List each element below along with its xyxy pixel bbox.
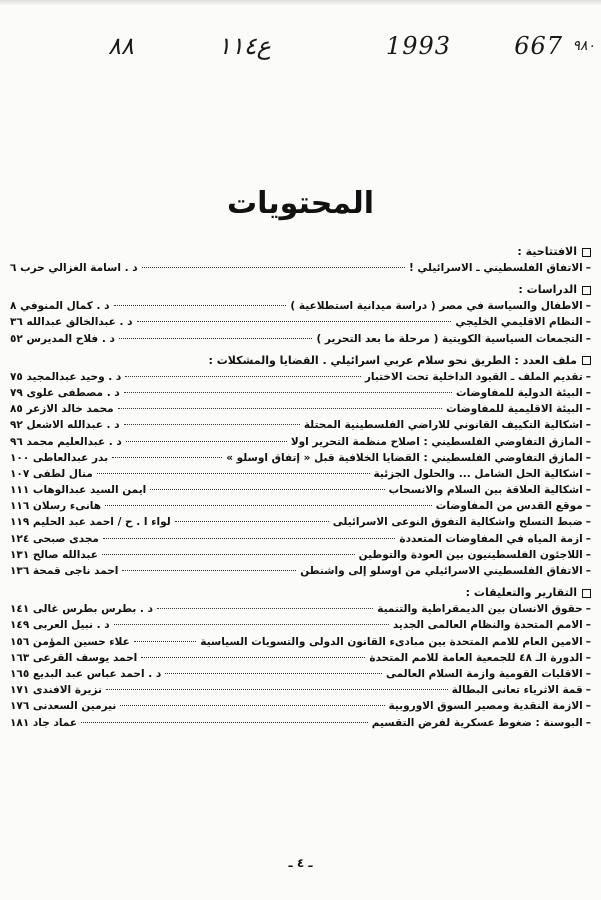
entry-dash: – bbox=[585, 435, 591, 448]
entry-author-page: احمد ناجى قمحة ١٣٦ bbox=[10, 565, 119, 577]
entry-dash: – bbox=[585, 532, 591, 545]
entry-author-page: د . مصطفى علوى ٧٩ bbox=[10, 386, 120, 399]
entry-author-page: د . اسامة الغزالي حرب ٦ bbox=[10, 262, 138, 274]
entry-title: اشكالية التكييف القانوني للاراضي الفلسطينية المحتلة bbox=[303, 419, 583, 432]
entry-author-page: مجدى صبحى ١٢٤ bbox=[10, 532, 99, 545]
dot-leader bbox=[114, 624, 389, 625]
toc-entry bbox=[10, 498, 591, 514]
toc-entry bbox=[10, 385, 591, 401]
dot-leader bbox=[97, 473, 370, 474]
entry-dash: – bbox=[585, 716, 591, 729]
dot-leader bbox=[124, 392, 452, 393]
section-heading bbox=[10, 353, 591, 369]
toc-entry bbox=[10, 531, 591, 547]
entry-title: الدورة الـ ٤٨ للجمعية العامة للامم المتحدة bbox=[369, 651, 583, 664]
dot-leader bbox=[124, 424, 300, 425]
entry-author-page: محمد خالد الازعر ٨٥ bbox=[10, 403, 114, 416]
section-heading bbox=[10, 282, 591, 298]
entry-dash: – bbox=[585, 684, 591, 697]
dot-leader bbox=[119, 338, 313, 339]
toc-entry bbox=[10, 260, 591, 276]
section-heading-text: الدراسات : bbox=[518, 283, 577, 297]
toc-entry bbox=[10, 601, 591, 617]
entry-author-page: عماد جاد ١٨١ bbox=[10, 716, 77, 729]
toc-entry bbox=[10, 434, 591, 450]
dot-leader bbox=[175, 521, 329, 522]
entry-title: اللاجئون الفلسطينيون بين العودة والتوطين bbox=[358, 548, 583, 561]
entry-title: اشكالية العلاقة بين السلام والانسحاب bbox=[388, 484, 583, 497]
entry-dash: – bbox=[585, 500, 591, 513]
toc-entry bbox=[10, 298, 591, 314]
toc-entry bbox=[10, 682, 591, 698]
toc-section bbox=[10, 282, 591, 347]
toc-entry bbox=[10, 417, 591, 433]
entry-title: اشكالية الحل الشامل ... والحلول الجزئية bbox=[373, 467, 583, 480]
toc-entry bbox=[10, 715, 591, 731]
dot-leader bbox=[102, 554, 355, 555]
page-title: المحتويات bbox=[226, 186, 374, 221]
entry-dash: – bbox=[585, 262, 591, 274]
dot-leader bbox=[126, 441, 287, 442]
toc-entry bbox=[10, 547, 591, 563]
entry-title: قمة الاثرياء تعانى البطالة bbox=[451, 684, 583, 697]
toc-entry bbox=[10, 369, 591, 385]
dot-leader bbox=[120, 705, 384, 706]
handwritten-note: 667 bbox=[514, 32, 563, 60]
bullet-box-icon bbox=[582, 248, 591, 257]
entry-dash: – bbox=[585, 548, 591, 561]
section-heading-text: ملف العدد : الطريق نحو سلام عربي اسرائيلي . القضايا والمشكلات : bbox=[208, 353, 577, 367]
dot-leader bbox=[141, 657, 365, 658]
entry-title: البوسنة : ضغوط عسكرية لفرض التقسيم bbox=[371, 716, 583, 729]
dot-leader bbox=[112, 457, 222, 458]
toc-section bbox=[10, 244, 591, 276]
entry-title: ضبط التسلح واشكالية التفوق النوعى الاسرائيلى bbox=[332, 516, 583, 529]
entry-title: الاقليات القومية وازمة السلام العالمى bbox=[385, 667, 583, 680]
toc-entry bbox=[10, 666, 591, 682]
section-heading bbox=[10, 585, 591, 601]
entry-author-page: علاء حسين المؤمن ١٥٦ bbox=[10, 635, 130, 648]
entry-title: موقع القدس من المفاوضات bbox=[435, 500, 583, 513]
toc-section bbox=[10, 585, 591, 731]
entry-dash: – bbox=[585, 419, 591, 432]
entry-dash: – bbox=[585, 370, 591, 383]
toc-entry bbox=[10, 650, 591, 666]
entry-author-page: د . كمال المنوفي ٨ bbox=[10, 300, 110, 313]
dot-leader bbox=[137, 321, 452, 322]
entry-title: التجمعات السياسية الكويتية ( مرحلة ما بعد التحرير ) bbox=[316, 332, 583, 345]
handwritten-notes bbox=[0, 32, 601, 66]
entry-author-page: عبدالله صالح ١٣١ bbox=[10, 548, 98, 561]
entry-dash: – bbox=[585, 403, 591, 416]
entry-dash: – bbox=[585, 635, 591, 648]
entry-author-page: د . نبيل العربى ١٤٩ bbox=[10, 619, 110, 632]
toc-entry bbox=[10, 617, 591, 633]
entry-title: الازمة النقدية ومصير السوق الاوروبية bbox=[388, 700, 583, 713]
bullet-box-icon bbox=[582, 589, 591, 598]
entry-author-page: احمد يوسف القرعى ١٦٣ bbox=[10, 651, 138, 664]
entry-title: الامم المتحدة والنظام العالمى الجديد bbox=[392, 619, 583, 632]
entry-title: تقديم الملف ـ القيود الداخلية تحت الاختبار bbox=[364, 370, 583, 383]
section-heading-text: الافتتاحية : bbox=[517, 245, 577, 258]
page-number: ـ ٤ ـ bbox=[288, 856, 313, 870]
entry-author-page: د . بطرس بطرس غالى ١٤١ bbox=[10, 603, 153, 616]
entry-title: البيئة الدولية للمفاوضات bbox=[456, 386, 583, 399]
entry-dash: – bbox=[585, 467, 591, 480]
toc-entry bbox=[10, 331, 591, 347]
dot-leader bbox=[81, 722, 368, 723]
toc-entry bbox=[10, 563, 591, 579]
dot-leader bbox=[157, 608, 373, 609]
entry-title: ازمة المياه في المفاوضات المتعددة bbox=[399, 532, 583, 545]
handwritten-note: ٩٨٠ bbox=[572, 38, 595, 54]
entry-author-page: لواء ا . ح / احمد عبد الحليم ١١٩ bbox=[10, 516, 171, 529]
entry-author-page: د . عبدالعليم محمد ٩٦ bbox=[10, 435, 122, 448]
dot-leader bbox=[150, 489, 384, 490]
entry-dash: – bbox=[585, 667, 591, 680]
entry-dash: – bbox=[585, 603, 591, 616]
entry-dash: – bbox=[585, 386, 591, 399]
entry-dash: – bbox=[585, 565, 591, 577]
entry-title: البيئة الاقليمية للمفاوضات bbox=[446, 403, 583, 416]
entry-title: الاتفاق الفلسطيني ـ الاسرائيلي ! bbox=[408, 262, 583, 274]
toc-entry bbox=[10, 450, 591, 466]
dot-leader bbox=[165, 673, 382, 674]
dot-leader bbox=[134, 641, 196, 642]
entry-dash: – bbox=[585, 516, 591, 529]
bullet-box-icon bbox=[582, 286, 591, 295]
dot-leader bbox=[142, 267, 405, 268]
toc-entry bbox=[10, 514, 591, 530]
section-heading-text: التقارير والتعليقات : bbox=[465, 586, 577, 600]
entry-author-page: نيرمين السعدنى ١٧٦ bbox=[10, 700, 117, 713]
entry-title: المازق التفاوضي الفلسطيني : اصلاح منظمة التحرير اولا bbox=[290, 435, 583, 448]
toc-entry bbox=[10, 314, 591, 330]
entry-author-page: د . عبدالله الاشعل ٩٢ bbox=[10, 419, 120, 432]
toc-entry bbox=[10, 634, 591, 650]
dot-leader bbox=[118, 408, 443, 409]
bullet-box-icon bbox=[582, 356, 591, 365]
section-heading bbox=[10, 244, 591, 260]
entry-author-page: د . وحيد عبدالمجيد ٧٥ bbox=[10, 370, 122, 383]
entry-author-page: ايمن السيد عبدالوهاب ١١١ bbox=[10, 484, 147, 497]
entry-dash: – bbox=[585, 300, 591, 313]
toc-entry bbox=[10, 466, 591, 482]
scan-edge bbox=[0, 0, 601, 6]
toc-entry bbox=[10, 482, 591, 498]
handwritten-note: 1993 bbox=[385, 32, 451, 60]
entry-dash: – bbox=[585, 484, 591, 497]
handwritten-note: ع١١٤ bbox=[218, 32, 271, 60]
entry-title: الامين العام للامم المتحدة بين مبادىء القانون الدولى والتسويات السياسية bbox=[200, 635, 583, 648]
entry-author-page: د . احمد عباس عبد البديع ١٦٥ bbox=[10, 667, 162, 680]
dot-leader bbox=[114, 305, 287, 306]
entry-dash: – bbox=[585, 316, 591, 329]
entry-author-page: د . عبدالخالق عبدالله ٣٦ bbox=[10, 316, 133, 329]
toc-entry bbox=[10, 401, 591, 417]
entry-dash: – bbox=[585, 700, 591, 713]
dot-leader bbox=[103, 538, 395, 539]
toc-section bbox=[10, 353, 591, 579]
dot-leader bbox=[122, 570, 296, 571]
entry-title: الاتفاق الفلسطيني الاسرائيلي من اوسلو إلى واشنطن bbox=[300, 565, 583, 577]
entry-author-page: منال لطفى ١٠٧ bbox=[10, 467, 93, 480]
entry-author-page: نزيرة الافندى ١٧١ bbox=[10, 684, 102, 697]
entry-title: النظام الاقليمي الخليجي bbox=[455, 316, 583, 329]
entry-dash: – bbox=[585, 451, 591, 464]
entry-title: حقوق الانسان بين الديمقراطية والتنمية bbox=[377, 603, 583, 616]
entry-title: المازق التفاوضي الفلسطيني : القضايا الخلافية قبل « إتفاق اوسلو » bbox=[226, 451, 583, 464]
entry-author-page: د . فلاح المديرس ٥٢ bbox=[10, 332, 115, 345]
table-of-contents bbox=[10, 244, 591, 737]
dot-leader bbox=[125, 376, 361, 377]
entry-author-page: بدر عبدالعاطى ١٠٠ bbox=[10, 451, 109, 464]
entry-dash: – bbox=[585, 332, 591, 345]
dot-leader bbox=[106, 689, 448, 690]
dot-leader bbox=[105, 505, 432, 506]
handwritten-note: ٨٨ bbox=[108, 32, 134, 60]
entry-title: الاطفال والسياسة في مصر ( دراسة ميدانية استطلاعية ) bbox=[290, 300, 583, 313]
entry-author-page: هانىء رسلان ١١٦ bbox=[10, 500, 102, 513]
entry-dash: – bbox=[585, 619, 591, 632]
toc-entry bbox=[10, 698, 591, 714]
entry-dash: – bbox=[585, 651, 591, 664]
